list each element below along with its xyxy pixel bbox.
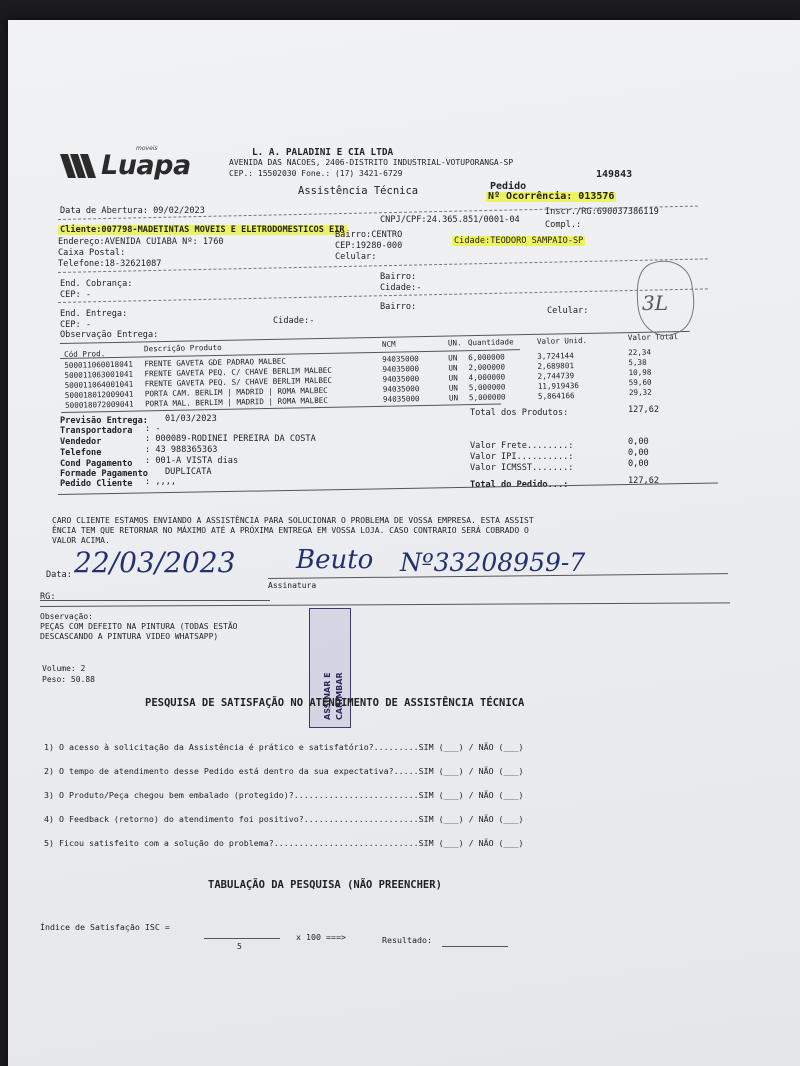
data-label: Data: xyxy=(46,570,72,580)
notice-line2: ÊNCIA TEM QUE RETORNAR NO MÁXIMO ATÉ A PRÓXIMA ENTREGA EM VOSSA LOJA. CASO CONTRARIO SERÁ COBRADO O xyxy=(52,526,529,535)
margin-note: 3L xyxy=(642,291,669,315)
previsao: 01/03/2023 xyxy=(165,414,217,424)
cidade-entrega: Cidade:- xyxy=(273,316,315,326)
item-ncm: 94035000 xyxy=(382,384,420,394)
item-cod: 500011063001041 xyxy=(64,369,134,380)
col-desc: Descrição Produto xyxy=(143,342,222,354)
isc-mult: x 100 ===> xyxy=(296,932,346,942)
obs-line2: DESCASCANDO A PINTURA VIDEO WHATSAPP) xyxy=(40,632,219,641)
item-ncm: 94035000 xyxy=(382,394,420,404)
item-desc: PORTA CAM. BERLIM | MADRID | ROMA MALBEC xyxy=(144,385,328,399)
col-ncm: NCM xyxy=(381,339,396,349)
obs-line1: PEÇAS COM DEFEITO NA PINTURA (TODAS ESTÃO xyxy=(40,622,238,631)
item-vunit: 2,744739 xyxy=(537,371,575,381)
resultado-line xyxy=(442,946,508,947)
forma: DUPLICATA xyxy=(165,467,212,477)
transp: : - xyxy=(145,424,161,434)
item-vunit: 2,689801 xyxy=(537,361,575,371)
pedido-cli: : ,,,, xyxy=(145,477,177,487)
item-un: UN xyxy=(448,373,458,383)
survey-question[interactable]: 2) O tempo de atendimento desse Pedido está dentro da sua expectativa?.....SIM (___) / NÃO (___) xyxy=(44,766,524,776)
telefone: Telefone:18-32621087 xyxy=(58,259,162,269)
celular-entrega: Celular: xyxy=(547,306,589,316)
total-produtos: 127,62 xyxy=(628,405,660,415)
isc-label: Índice de Satisfação ISC = xyxy=(40,922,170,932)
cliente: Cliente:007798-MADETINTAS MOVEIS E ELETRODOMESTICOS EIR xyxy=(60,225,345,235)
vendedor: : 000089-RODINEI PEREIRA DA COSTA xyxy=(145,434,316,444)
item-vtotal: 10,98 xyxy=(628,367,652,378)
celular: Celular: xyxy=(335,252,377,262)
telefone-vend-label: Telefone xyxy=(60,448,102,458)
telefone-vend: : 43 988365363 xyxy=(145,445,218,455)
pedido-cli-label: Pedido Cliente xyxy=(60,479,133,489)
item-un: UN xyxy=(448,363,458,373)
item-desc: FRENTE GAVETA GDE PADRAO MALBEC xyxy=(144,356,287,369)
survey-title: PESQUISA DE SATISFAÇÃO NO ATENDIMENTO DE ASSISTÊNCIA TÉCNICA xyxy=(145,697,525,709)
survey-question[interactable]: 3) O Produto/Peça chegou bem embalado (protegido)?.........................SIM (___) / NÃO (___) xyxy=(44,790,524,800)
stamp-line1: ASSINAR E xyxy=(323,672,332,720)
col-un: UN. xyxy=(447,338,462,348)
bairro-entrega: Bairro: xyxy=(380,302,417,312)
ipi: 0,00 xyxy=(628,448,649,458)
cidade-cobranca: Cidade:- xyxy=(380,283,422,293)
total-produtos-label: Total dos Produtos: xyxy=(470,408,569,418)
cond: : 001-A VISTA dias xyxy=(145,456,239,466)
isc-numerator-line xyxy=(204,938,280,939)
cidade: Cidade:TEODORO SAMPAIO-SP xyxy=(454,236,584,246)
pedido-label: Pedido xyxy=(490,181,527,192)
caixa-postal: Caixa Postal: xyxy=(58,248,126,258)
endereco: Endereço:AVENIDA CUIABA Nº: 1760 xyxy=(58,237,224,247)
item-un: UN xyxy=(448,393,459,403)
obs-entrega: Observação Entrega: xyxy=(60,330,159,340)
item-qtd: 6,000000 xyxy=(468,352,505,363)
volume: Volume: 2 xyxy=(42,664,86,673)
item-cod: 500018072009041 xyxy=(64,399,134,410)
handwritten-document-number: Nº33208959-7 xyxy=(400,548,586,577)
inscricao: Inscr./RG:690037386119 xyxy=(545,207,659,217)
total-pedido: 127,62 xyxy=(628,476,660,486)
survey-question[interactable]: 4) O Feedback (retorno) do atendimento foi positivo?.......................SIM (___) / NÃO (___) xyxy=(44,814,524,824)
resultado-label: Resultado: xyxy=(382,935,432,945)
item-ncm: 94035000 xyxy=(382,364,420,374)
item-un: UN xyxy=(448,353,458,363)
handwritten-date: 22/03/2023 xyxy=(74,546,236,579)
icms-label: Valor ICMSST.......: xyxy=(470,463,574,473)
cep-entrega: CEP: - xyxy=(60,320,92,330)
frete-label: Valor Frete........: xyxy=(470,441,574,451)
obs-label: Observação: xyxy=(40,612,93,621)
cond-label: Cond Pagamento xyxy=(60,459,133,469)
tab-title: TABULAÇÃO DA PESQUISA (NÃO PREENCHER) xyxy=(208,879,442,891)
item-vtotal: 5,38 xyxy=(628,357,647,368)
company-name: L. A. PALADINI E CIA LTDA xyxy=(252,147,394,158)
item-un: UN xyxy=(448,383,459,393)
complemento: Compl.: xyxy=(545,220,582,230)
item-desc: FRENTE GAVETA PEQ. C/ CHAVE BERLIM MALBEC xyxy=(144,365,332,379)
col-qtd: Quantidade xyxy=(467,337,514,348)
rg-line xyxy=(40,600,270,601)
col-cod: Cód Prod. xyxy=(63,349,106,359)
pedido-number: 149843 xyxy=(596,169,633,180)
end-entrega: End. Entrega: xyxy=(60,309,128,319)
cep: CEP:19280-000 xyxy=(335,241,403,251)
item-ncm: 94035000 xyxy=(382,374,420,384)
ipi-label: Valor IPI..........: xyxy=(470,452,574,462)
rg-label: RG: xyxy=(40,592,56,602)
transp-label: Transportadora xyxy=(60,426,133,436)
end-cobranca: End. Cobrança: xyxy=(60,279,133,289)
stamp-line2: CARIMBAR xyxy=(335,672,344,720)
forma-label: Formade Pagamento xyxy=(60,469,148,479)
peso: Peso: 50.88 xyxy=(42,675,95,684)
survey-question[interactable]: 1) O acesso à solicitação da Assistência é prático e satisfatório?.........SIM (___) / NÃO (___) xyxy=(44,742,524,752)
item-cod: 500011064001041 xyxy=(64,379,134,390)
item-vtotal: 29,32 xyxy=(628,387,652,398)
item-vunit: 3,724144 xyxy=(537,351,574,361)
assinatura-label: Assinatura xyxy=(268,581,317,590)
item-vunit: 11,919436 xyxy=(537,381,580,391)
item-qtd: 5,000000 xyxy=(468,392,506,403)
notice-line1: CARO CLIENTE ESTAMOS ENVIANDO A ASSISTÊNCIA PARA SOLUCIONAR O PROBLEMA DE VOSSA EMPRESA. ESTA ASSIST xyxy=(52,516,534,525)
item-vtotal: 59,60 xyxy=(628,377,652,388)
previsao-label: Previsão Entrega: xyxy=(60,416,148,426)
logo-subtext: moveis xyxy=(136,145,158,152)
col-vunit: Valor Unid. xyxy=(536,335,588,346)
survey-question[interactable]: 5) Ficou satisfeito com a solução do problema?.............................SIM (___) / NÃO (___) xyxy=(44,838,524,848)
data-abertura: Data de Abertura: 09/02/2023 xyxy=(60,206,205,216)
total-pedido-label: Total do Pedido...: xyxy=(470,480,569,490)
item-cod: 500018012009041 xyxy=(64,389,134,400)
bairro-cobranca: Bairro: xyxy=(380,272,417,282)
item-qtd: 4,000000 xyxy=(468,372,506,383)
isc-denominator: 5 xyxy=(237,942,242,951)
item-desc: PORTA MAL. BERLIM | MADRID | ROMA MALBEC xyxy=(144,395,328,409)
company-address: AVENIDA DAS NACOES, 2406-DISTRITO INDUSTRIAL-VOTUPORANGA-SP xyxy=(229,158,514,167)
item-vunit: 5,864166 xyxy=(537,391,575,401)
item-cod: 500011060018041 xyxy=(64,359,133,370)
cep-cobranca: CEP: - xyxy=(60,290,92,300)
bairro: Bairro:CENTRO xyxy=(335,230,403,240)
icms: 0,00 xyxy=(628,459,649,469)
doc-title: Assistência Técnica xyxy=(298,185,419,197)
item-qtd: 2,000000 xyxy=(468,362,506,373)
vendedor-label: Vendedor xyxy=(60,437,102,447)
cnpj: CNPJ/CPF:24.365.851/0001-04 xyxy=(380,215,520,225)
item-vtotal: 22,34 xyxy=(628,347,652,358)
company-cep-phone: CEP.: 15502030 Fone.: (17) 3421-6729 xyxy=(229,169,403,178)
logo-text: Luapa xyxy=(101,150,191,181)
item-ncm: 94035000 xyxy=(382,354,419,364)
frete: 0,00 xyxy=(628,437,649,447)
item-qtd: 5,000000 xyxy=(468,382,506,393)
item-desc: FRENTE GAVETA PEQ. S/ CHAVE BERLIM MALBEC xyxy=(144,375,333,389)
ocorrencia: Nº Ocorrência: 013576 xyxy=(488,191,615,202)
luapa-logo-icon xyxy=(58,150,98,182)
handwritten-signature: Beuto xyxy=(296,545,374,575)
col-vtotal: Valor Total xyxy=(627,332,679,343)
notice-line3: VALOR ACIMA. xyxy=(52,536,110,545)
